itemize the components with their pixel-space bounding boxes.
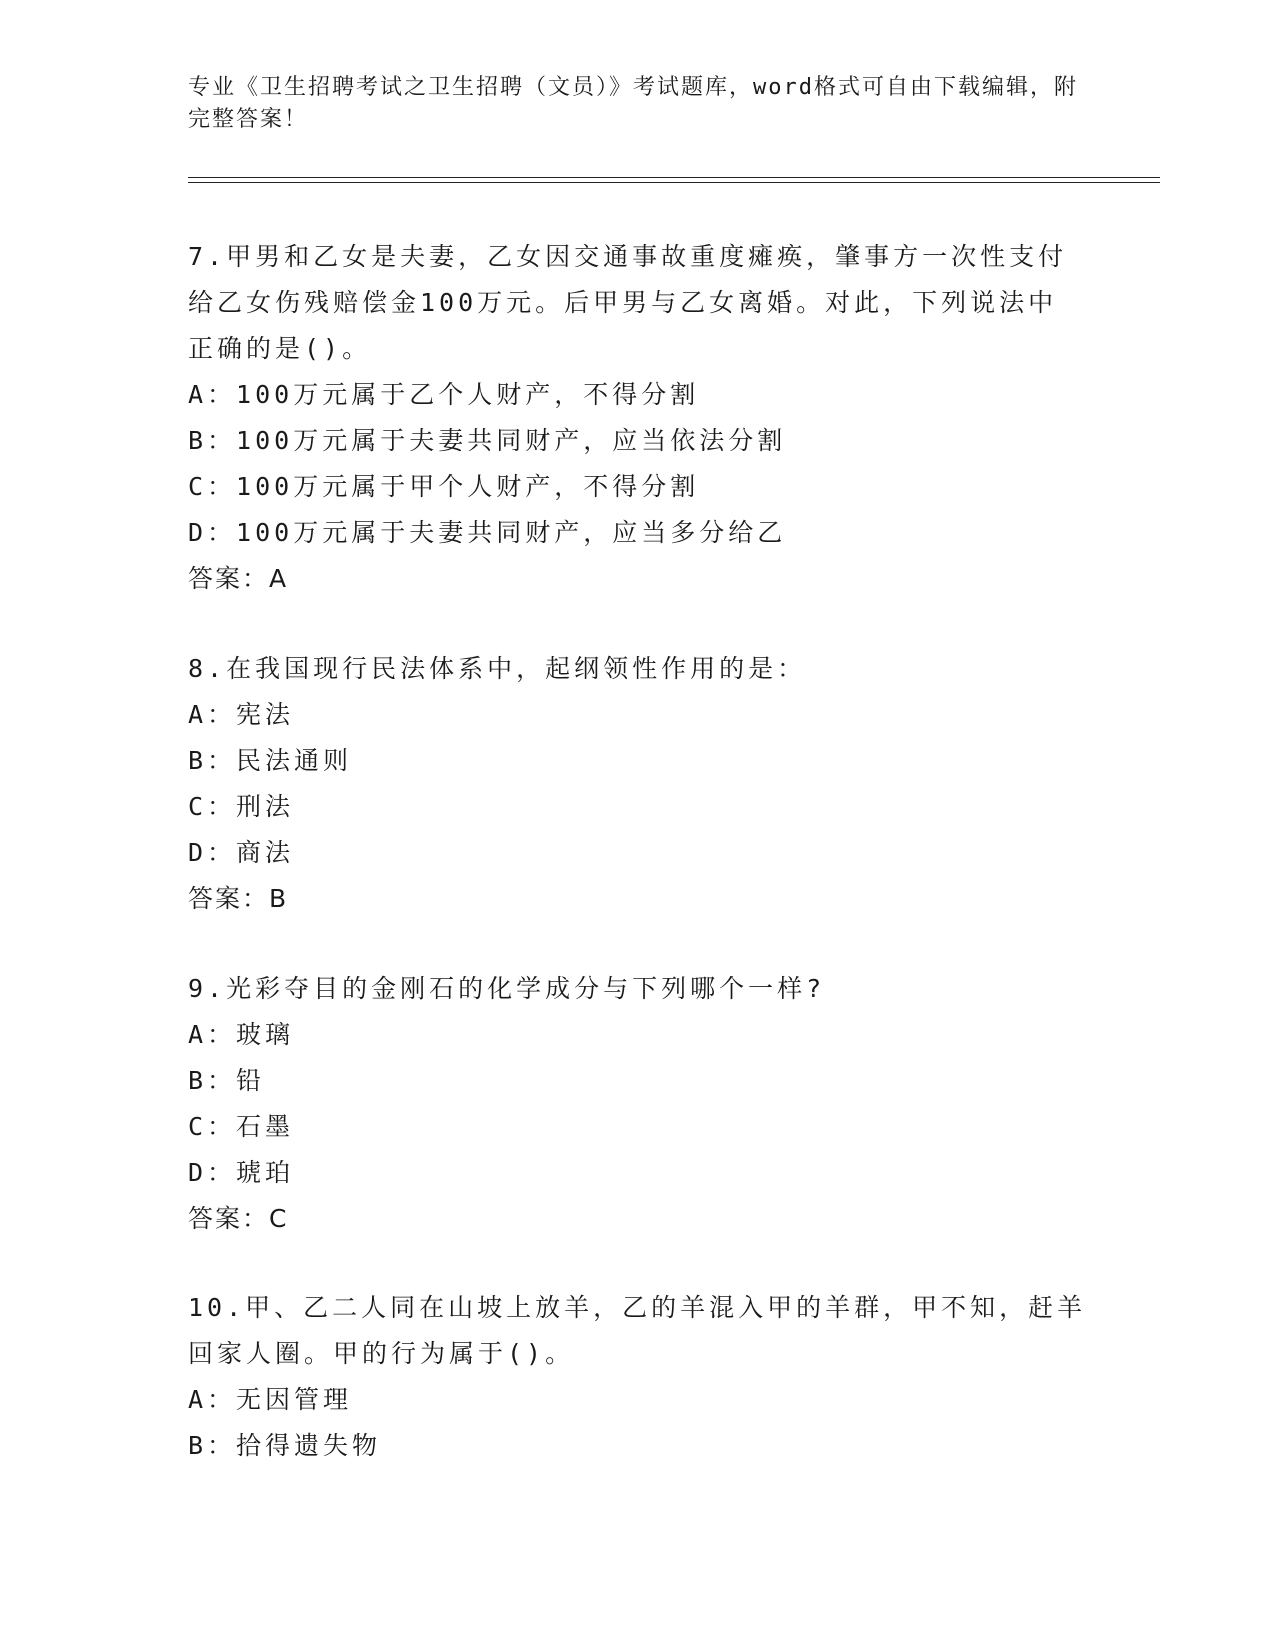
header-rule-top: [188, 177, 1160, 178]
option-b: B：拾得遗失物: [188, 1431, 382, 1460]
question-text-line: 7.甲男和乙女是夫妻，乙女因交通事故重度瘫痪，肇事方一次性支付: [188, 242, 1068, 271]
option-c: C：石墨: [188, 1112, 295, 1141]
answer: 答案：C: [188, 1204, 289, 1233]
question-text-line: 8.在我国现行民法体系中，起纲领性作用的是：: [188, 654, 807, 683]
answer: 答案：A: [188, 564, 289, 593]
document-header: 专业《卫生招聘考试之卫生招聘（文员）》考试题库，word格式可自由下载编辑，附完整答案！: [188, 75, 1078, 132]
option-a: A：无因管理: [188, 1385, 353, 1414]
question-text-line: 10.甲、乙二人同在山坡上放羊，乙的羊混入甲的羊群，甲不知，赶羊: [188, 1293, 1087, 1322]
option-b: B：民法通则: [188, 746, 353, 775]
option-a: A：100万元属于乙个人财产，不得分割: [188, 380, 700, 409]
question-text-line: 给乙女伤残赔偿金100万元。后甲男与乙女离婚。对此，下列说法中: [188, 288, 1058, 317]
option-b: B：100万元属于夫妻共同财产，应当依法分割: [188, 426, 787, 455]
option-d: D：琥珀: [188, 1158, 295, 1187]
option-c: C：刑法: [188, 792, 295, 821]
question-8: [188, 646, 1088, 922]
header-rule-bottom: [188, 182, 1160, 183]
option-a: A：玻璃: [188, 1020, 295, 1049]
question-text-line: 回家人圈。甲的行为属于()。: [188, 1339, 575, 1368]
option-b: B：铅: [188, 1066, 266, 1095]
question-text-line: 正确的是()。: [188, 334, 372, 363]
question-10: [188, 1285, 1088, 1469]
question-text-line: 9.光彩夺目的金刚石的化学成分与下列哪个一样?: [188, 974, 826, 1003]
option-d: D：100万元属于夫妻共同财产，应当多分给乙: [188, 518, 787, 547]
option-d: D：商法: [188, 838, 295, 867]
option-c: C：100万元属于甲个人财产，不得分割: [188, 472, 700, 501]
question-9: [188, 966, 1088, 1242]
option-a: A：宪法: [188, 700, 295, 729]
question-7: [188, 234, 1088, 602]
answer: 答案：B: [188, 884, 289, 913]
